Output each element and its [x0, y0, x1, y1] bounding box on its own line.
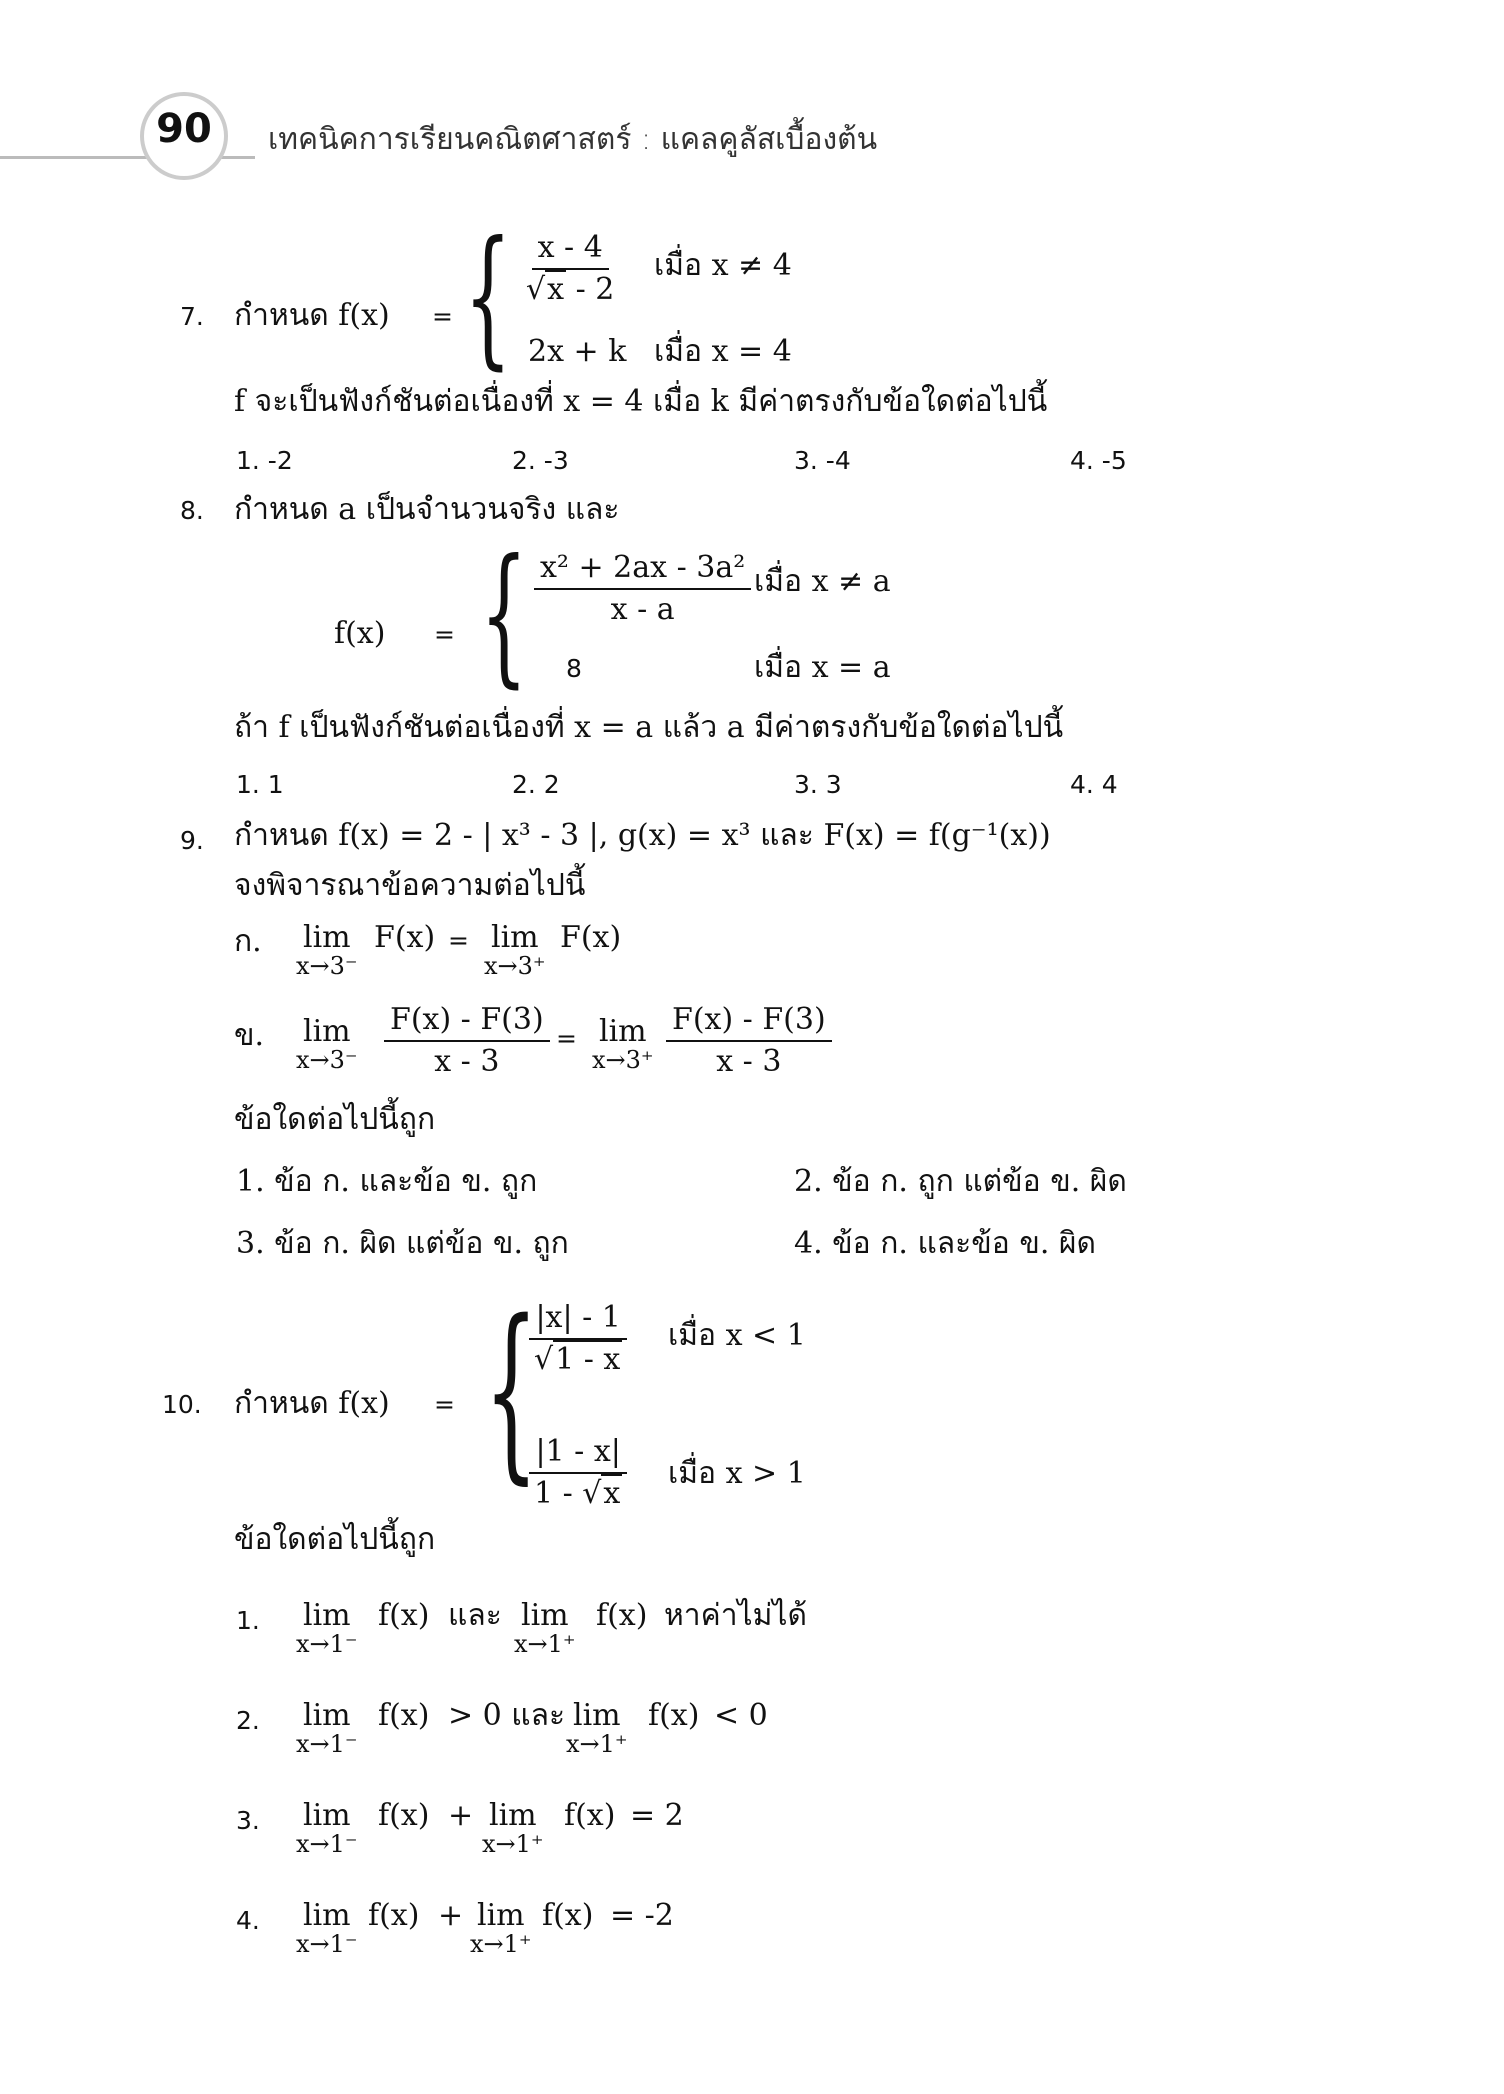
q10-c3-lim-left: lim x→1⁻ — [296, 1798, 358, 1858]
q9-choice-3: 3. ข้อ ก. ผิด แต่ข้อ ข. ถูก — [236, 1226, 569, 1261]
q10-c2-end: < 0 — [714, 1698, 768, 1733]
q9-kho-label: ข. — [234, 1018, 265, 1053]
q10-c2-fx-right: f(x) — [648, 1698, 700, 1733]
q10-c1-end: หาค่าไม่ได้ — [664, 1598, 807, 1633]
q10-case1-den: √1 - x — [534, 1342, 621, 1377]
q10-equals: = — [434, 1390, 455, 1419]
q10-c1-lim-right: lim x→1⁺ — [514, 1598, 576, 1658]
q9-kho-sub-right: x→3⁺ — [592, 1046, 654, 1074]
q10-c4-fx-right: f(x) — [542, 1898, 594, 1933]
q10-question: ข้อใดต่อไปนี้ถูก — [234, 1522, 436, 1557]
q10-c3-lim-right: lim x→1⁺ — [482, 1798, 544, 1858]
q8-number: 8. — [180, 496, 204, 525]
q8-fx: f(x) — [334, 616, 386, 651]
q7-case1-cond: เมื่อ x ≠ 4 — [654, 248, 792, 283]
q8-line1: กำหนด a เป็นจำนวนจริง และ — [234, 492, 620, 527]
q10-case2-den: 1 - √x — [534, 1476, 621, 1511]
q10-case2-cond: เมื่อ x > 1 — [668, 1456, 806, 1491]
q10-c4-lim-left: lim x→1⁻ — [296, 1898, 358, 1958]
q10-c4-end: = -2 — [610, 1898, 674, 1933]
q10-c2-lim-left: lim x→1⁻ — [296, 1698, 358, 1758]
q7-choice-2: 2. -3 — [512, 446, 569, 475]
q9-kho-equals: = — [556, 1024, 577, 1053]
q8-case1-den: x - a — [610, 592, 675, 627]
q10-c3-fx-left: f(x) — [378, 1798, 430, 1833]
q8-choice-4: 4. 4 — [1070, 770, 1118, 799]
q9-kho-frac-left: $\frac{F(x) - F(3)}{x - 3}$ — [384, 1002, 550, 1080]
q9-kho-lim-left: lim x→3⁻ — [296, 1014, 358, 1074]
q10-choice-1-number: 1. — [236, 1606, 260, 1635]
q8-question: ถ้า f เป็นฟังก์ชันต่อเนื่องที่ x = a แล้ว a มีค่าตรงกับข้อใดต่อไปนี้ — [234, 710, 1064, 745]
header-title: เทคนิคการเรียนคณิตศาสตร์ : แคลคูลัสเบื้องต้น — [268, 122, 878, 157]
q9-choice-2: 2. ข้อ ก. ถูก แต่ข้อ ข. ผิด — [794, 1164, 1127, 1199]
q10-case2-num: |1 - x| — [529, 1434, 626, 1474]
q9-ko-lim-left: lim x→3⁻ — [296, 920, 358, 980]
q8-choice-2: 2. 2 — [512, 770, 560, 799]
q9-choice-4: 4. ข้อ ก. และข้อ ข. ผิด — [794, 1226, 1096, 1261]
q9-ko-sub-right: x→3⁺ — [484, 952, 546, 980]
q10-c3-fx-right: f(x) — [564, 1798, 616, 1833]
q9-kho-sub-left: x→3⁻ — [296, 1046, 358, 1074]
q10-case1 — [528, 1300, 628, 1378]
q9-ko-lim-right: lim x→3⁺ — [484, 920, 546, 980]
q9-number: 9. — [180, 826, 204, 855]
q10-case1-cond: เมื่อ x < 1 — [668, 1318, 806, 1353]
q8-choice-3: 3. 3 — [794, 770, 842, 799]
q10-brace: { — [484, 1280, 539, 1501]
q8-case2-expr: 8 — [566, 654, 582, 683]
q9-kho-lim-right: lim x→3⁺ — [592, 1014, 654, 1074]
q9-kho-frac-right: $\frac{F(x) - F(3)}{x - 3}$ — [666, 1002, 832, 1080]
q10-choice-4-number: 4. — [236, 1906, 260, 1935]
q9-question: ข้อใดต่อไปนี้ถูก — [234, 1102, 436, 1137]
q10-c2-fx-left: f(x) — [378, 1698, 430, 1733]
q8-choice-1: 1. 1 — [236, 770, 284, 799]
q7-number: 7. — [180, 302, 204, 331]
q10-choice-3-number: 3. — [236, 1806, 260, 1835]
q10-c4-lim-right: lim x→1⁺ — [470, 1898, 532, 1958]
q10-c2-lim-right: lim x→1⁺ — [566, 1698, 628, 1758]
q7-brace: { — [464, 210, 512, 384]
q7-choice-3: 3. -4 — [794, 446, 851, 475]
q10-choice-2-number: 2. — [236, 1706, 260, 1735]
q9-ko-sub-left: x→3⁻ — [296, 952, 358, 980]
q9-ko-Fx-right: F(x) — [560, 920, 622, 955]
q8-equals: = — [434, 620, 455, 649]
q9-ko-label: ก. — [234, 924, 262, 959]
q7-case1-den: √x - 2 — [526, 272, 615, 307]
q8-brace: { — [480, 528, 528, 702]
q10-case2 — [528, 1434, 628, 1512]
q10-c4-mid: + — [438, 1898, 464, 1933]
q10-c1-fx-right: f(x) — [596, 1598, 648, 1633]
q10-c1-lim-left: lim x→1⁻ — [296, 1598, 358, 1658]
q10-c1-fx-left: f(x) — [378, 1598, 430, 1633]
page-number: 90 — [156, 106, 212, 152]
q9-ko-Fx-left: F(x) — [374, 920, 436, 955]
q9-line2: จงพิจารณาข้อความต่อไปนี้ — [234, 868, 586, 903]
q7-question: f จะเป็นฟังก์ชันต่อเนื่องที่ x = 4 เมื่อ k มีค่าตรงกับข้อใดต่อไปนี้ — [234, 384, 1048, 419]
q9-ko-equals: = — [448, 926, 469, 955]
q10-define: กำหนด f(x) — [234, 1386, 390, 1421]
q10-c4-fx-left: f(x) — [368, 1898, 420, 1933]
q7-equals: = — [432, 302, 453, 331]
q8-case1-num: x² + 2ax - 3a² — [534, 550, 751, 590]
q7-case2-cond: เมื่อ x = 4 — [654, 334, 792, 369]
q7-case2-expr: 2x + k — [528, 334, 627, 369]
q8-case2-cond: เมื่อ x = a — [754, 650, 891, 685]
q10-c3-mid: + — [448, 1798, 474, 1833]
q10-number: 10. — [162, 1390, 202, 1419]
q9-choice-1: 1. ข้อ ก. และข้อ ข. ถูก — [236, 1164, 538, 1199]
q7-define: กำหนด f(x) — [234, 298, 390, 333]
q10-c1-mid: และ — [448, 1598, 502, 1633]
q10-case1-num: |x| - 1 — [529, 1300, 626, 1340]
q10-c2-mid: > 0 และ — [448, 1698, 566, 1733]
q7-choice-1: 1. -2 — [236, 446, 293, 475]
q7-choice-4: 4. -5 — [1070, 446, 1127, 475]
q10-c3-end: = 2 — [630, 1798, 684, 1833]
q7-case1-num: x - 4 — [532, 230, 609, 270]
q10-case2-fraction — [528, 1434, 628, 1512]
q9-line1: กำหนด f(x) = 2 - | x³ - 3 |, g(x) = x³ และ F(x) = f(g⁻¹(x)) — [234, 818, 1051, 853]
q8-case1-cond: เมื่อ x ≠ a — [754, 564, 891, 599]
q10-case1-fraction — [528, 1300, 628, 1378]
